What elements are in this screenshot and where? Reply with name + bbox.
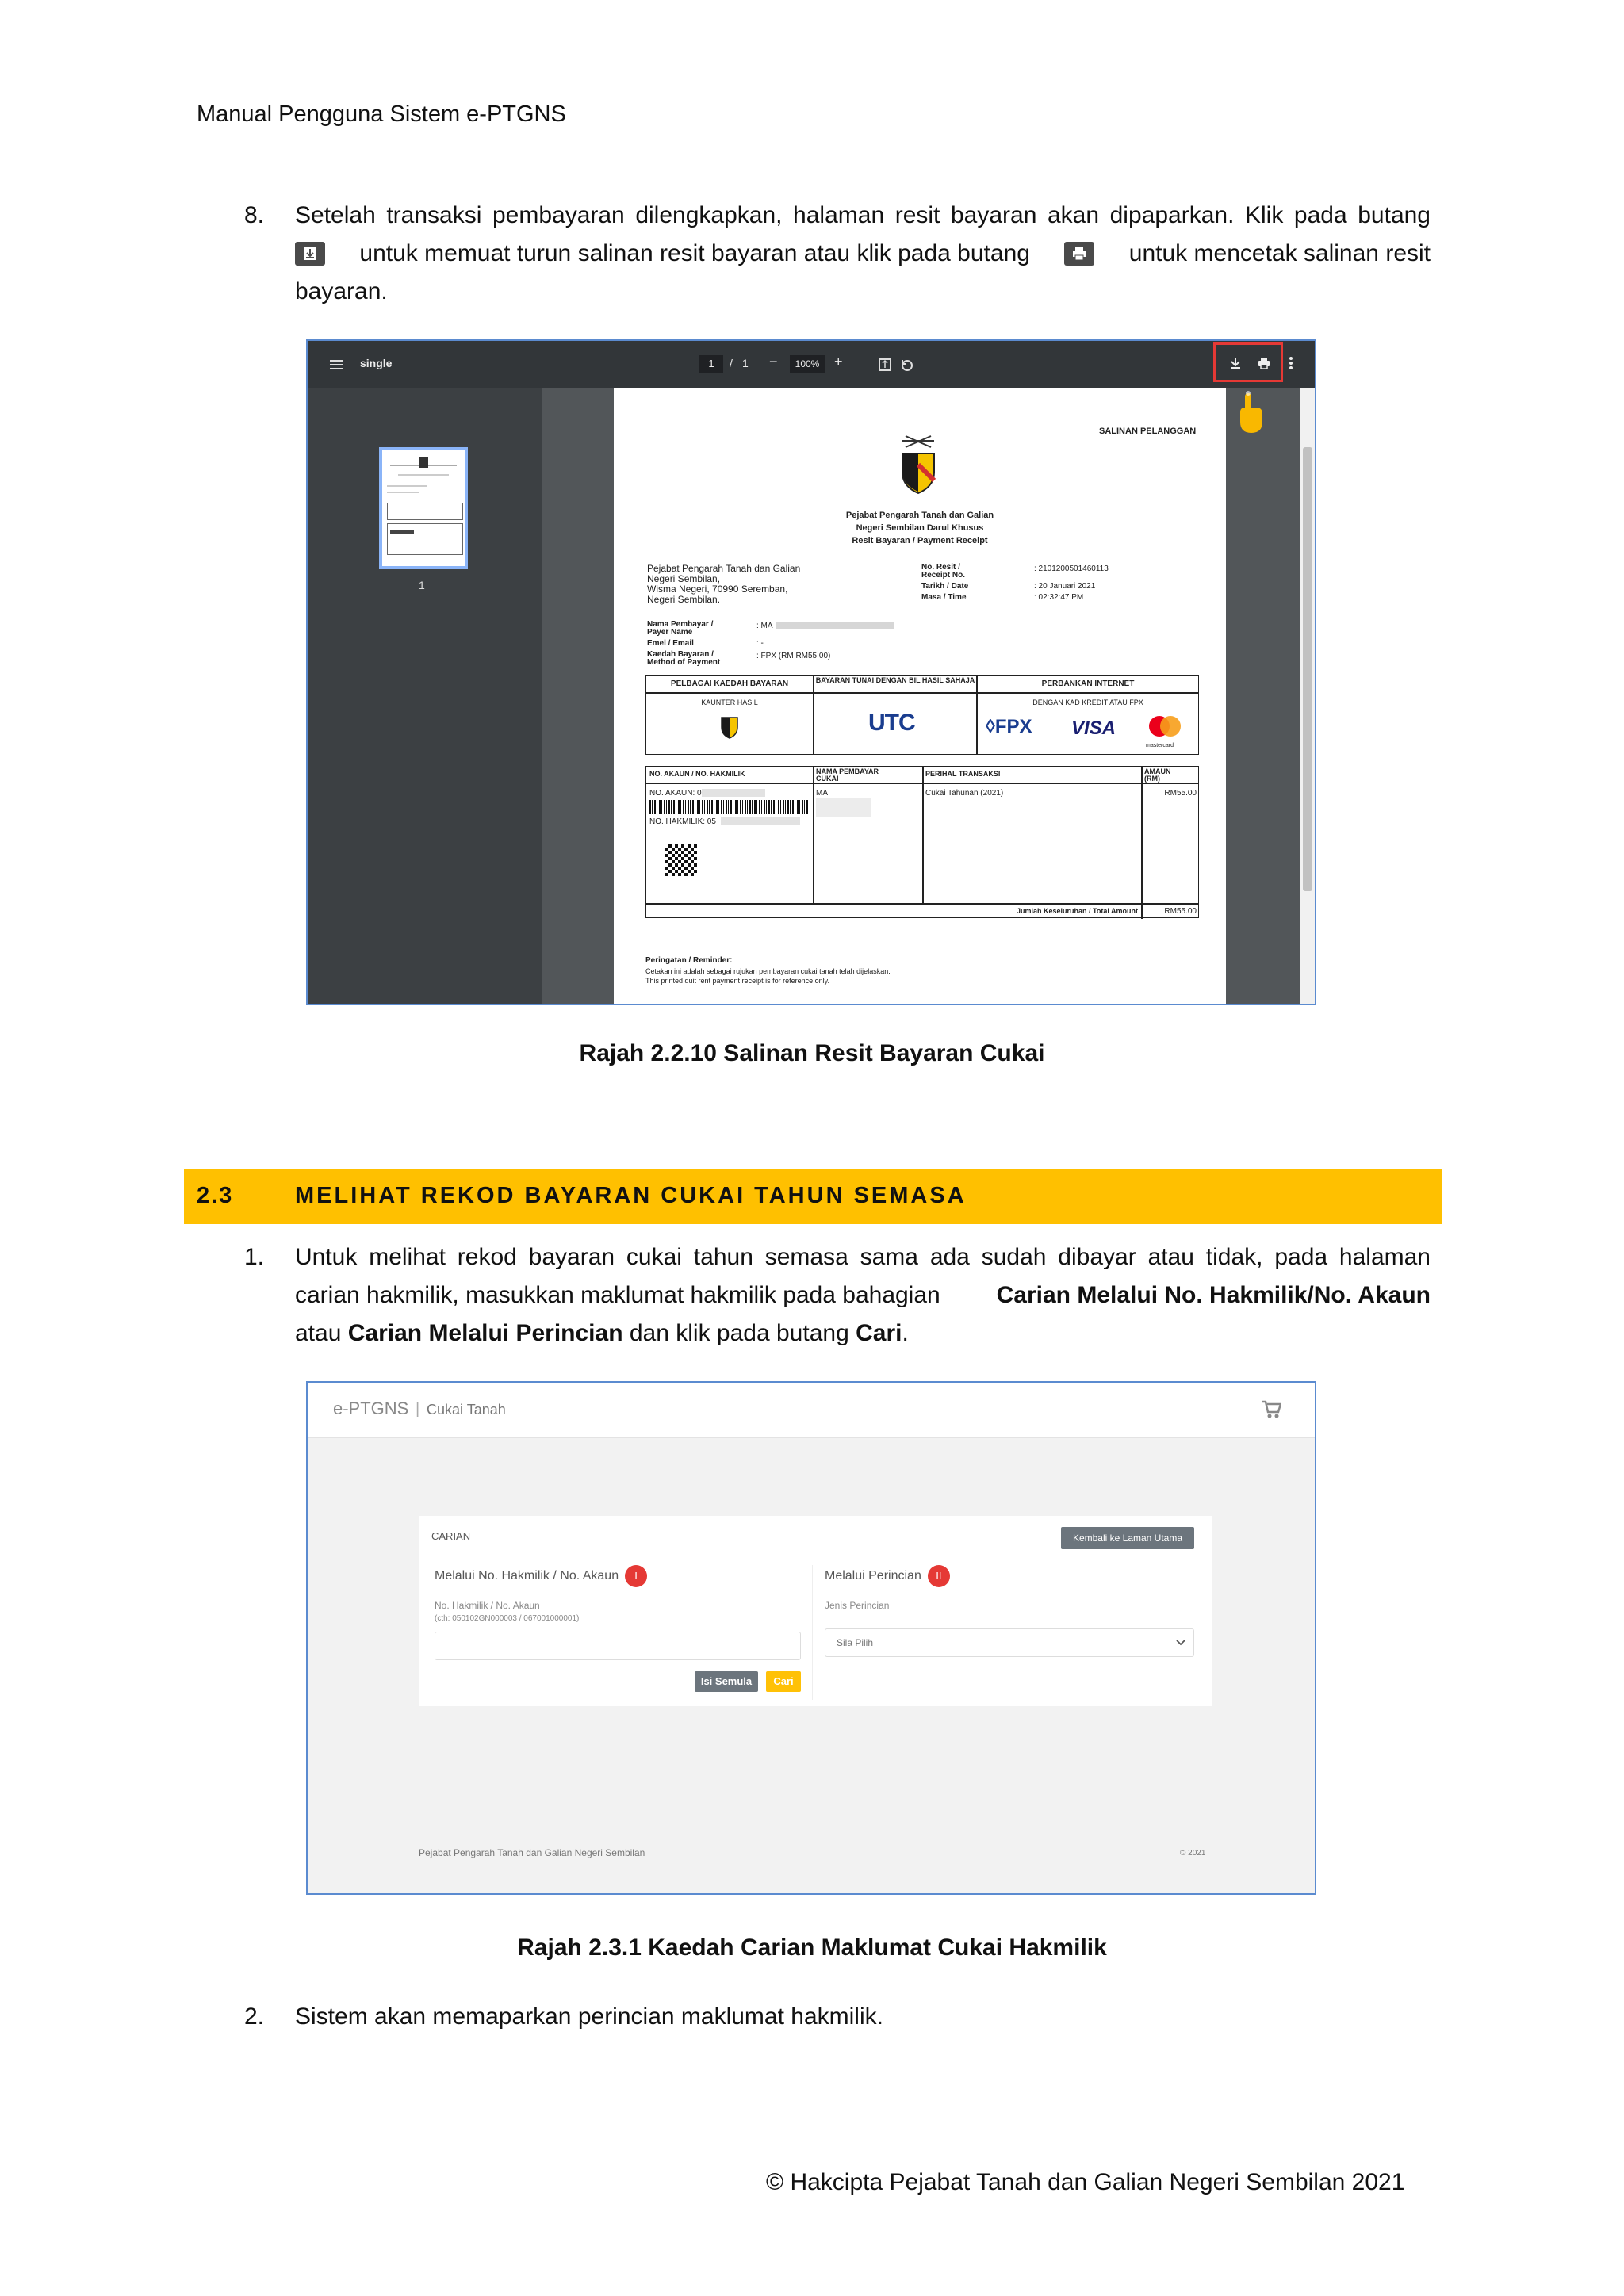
step8-line2b: untuk mencetak salinan resit <box>1128 240 1431 266</box>
receipt-time-value: : 02:32:47 PM <box>1034 593 1084 602</box>
step1-line3 <box>295 1314 1431 1353</box>
tx-header4a: AMAUN <box>1144 767 1171 775</box>
figure1-caption: Rajah 2.2.10 Salinan Resit Bayaran Cukai <box>579 1040 1045 1066</box>
left-section-title <box>435 1565 647 1587</box>
visa-logo: VISA <box>1071 718 1116 739</box>
account-hint: (cth: 050102GN000003 / 067001000001) <box>435 1614 580 1623</box>
pointing-hand-icon <box>1234 388 1266 436</box>
right-section-label: Melalui Perincian <box>825 1569 921 1583</box>
receipt-date-value: : 20 Januari 2021 <box>1034 582 1096 591</box>
fpx-logo: ◊FPX <box>986 716 1032 737</box>
reset-button[interactable]: Isi Semula <box>695 1671 758 1692</box>
kaunter-crest-icon <box>719 713 740 741</box>
hakmilik-value: NO. HAKMILIK: 05 <box>649 817 716 826</box>
tx-header4b: (RM) <box>1144 775 1160 783</box>
methods-header2: BAYARAN TUNAI DENGAN BIL HASIL SAHAJA <box>815 676 975 684</box>
detail-type-select[interactable] <box>825 1628 1194 1657</box>
highlight-box <box>1213 342 1283 382</box>
qr-code <box>665 844 697 876</box>
tx-header2a: NAMA PEMBAYAR <box>816 767 879 775</box>
step1-line2b: Carian Melalui No. Hakmilik/No. Akaun <box>996 1282 1431 1308</box>
method-value: : FPX (RM RM55.00) <box>756 652 831 660</box>
method-label-en: Method of Payment <box>647 658 721 667</box>
state-crest-icon <box>896 433 940 496</box>
receipt-address1: Pejabat Pengarah Tanah dan Galian <box>647 563 801 574</box>
print-icon[interactable] <box>1256 355 1272 371</box>
section-title: MELIHAT REKOD BAYARAN CUKAI TAHUN SEMASA <box>295 1183 967 1208</box>
step8-line2a: untuk memuat turun salinan resit bayaran atau klik pada butang <box>359 240 1030 266</box>
step8-line2 <box>295 235 1431 273</box>
mastercard-text: mastercard <box>1146 743 1174 748</box>
tx-header1: NO. AKAUN / NO. HAKMILIK <box>649 770 745 778</box>
print-button-icon <box>1064 242 1094 266</box>
left-section-label: Melalui No. Hakmilik / No. Akaun <box>435 1569 619 1583</box>
step1-line2 <box>295 1276 1431 1314</box>
menu-icon[interactable] <box>328 357 344 373</box>
methods-sub1: KAUNTER HASIL <box>701 698 758 706</box>
account-input[interactable] <box>435 1632 801 1660</box>
select-value: Sila Pilih <box>837 1637 874 1648</box>
receipt-copy-label: SALINAN PELANGGAN <box>1099 427 1197 436</box>
step1-line3b: Carian Melalui Perincian <box>347 1320 623 1346</box>
step-number: 8. <box>244 202 265 228</box>
receipt-time-label: Masa / Time <box>921 593 967 602</box>
viewer-toolbar <box>308 341 1315 388</box>
blurred-name <box>776 622 894 629</box>
email-label: Emel / Email <box>647 639 694 648</box>
section-number: 2.3 <box>197 1183 234 1208</box>
footer-office: Pejabat Pengarah Tanah dan Galian Negeri Sembilan <box>419 1847 645 1858</box>
thumbnail-page-number: 1 <box>419 579 425 591</box>
step8-paragraph <box>295 197 1431 311</box>
receipt-date-label: Tarikh / Date <box>921 582 969 591</box>
brand-name[interactable]: e-PTGNS <box>333 1399 409 1418</box>
receipt-office3: Resit Bayaran / Payment Receipt <box>852 536 988 545</box>
utc-logo: UTC <box>868 710 915 736</box>
download-button-icon <box>295 242 325 266</box>
fit-page-icon[interactable] <box>877 357 893 373</box>
step8-line1: Setelah transaksi pembayaran dilengkapkan, halaman resit bayaran akan dipaparkan. Klik pada butang <box>295 202 1431 228</box>
description-cell: Cukai Tahunan (2021) <box>925 789 1004 798</box>
step1-line3e: . <box>902 1320 909 1346</box>
search-button[interactable]: Cari <box>766 1671 801 1692</box>
zoom-in-button[interactable]: + <box>834 354 843 369</box>
pdf-viewer-screenshot <box>306 339 1316 1005</box>
methods-header3: PERBANKAN INTERNET <box>1041 679 1135 688</box>
methods-header1: PELBAGAI KAEDAH BAYARAN <box>670 679 789 688</box>
step1-line3d: Cari <box>856 1320 902 1346</box>
page-number-input[interactable]: 1 <box>699 355 723 373</box>
page-thumbnail[interactable] <box>379 447 468 569</box>
reminder-line1: Cetakan ini adalah sebagai rujukan pembayaran cukai tanah telah dijelaskan. <box>645 967 891 975</box>
figure2-caption: Rajah 2.3.1 Kaedah Carian Maklumat Cukai Hakmilik <box>517 1934 1107 1961</box>
payer-cell: MA <box>816 789 828 798</box>
zoom-input[interactable]: 100% <box>790 355 825 373</box>
account-value: NO. AKAUN: 0 <box>649 789 702 798</box>
badge-one: I <box>625 1565 647 1587</box>
step1-line3c: dan klik pada butang <box>629 1320 849 1346</box>
methods-sub3: DENGAN KAD KREDIT ATAU FPX <box>1032 698 1143 706</box>
blurred-account <box>702 789 765 797</box>
detail-type-label: Jenis Perincian <box>825 1600 890 1611</box>
email-value: : - <box>756 639 764 648</box>
chevron-down-icon <box>1176 1639 1185 1647</box>
step1-line1: Untuk melihat rekod bayaran cukai tahun semasa sama ada sudah dibayar atau tidak, pada halaman <box>295 1244 1431 1270</box>
payer-value: : MA <box>756 622 773 630</box>
account-label: No. Hakmilik / No. Akaun <box>435 1600 540 1611</box>
viewer-filename: single <box>360 357 393 369</box>
receipt-address4: Negeri Sembilan. <box>647 594 721 605</box>
scrollbar-thumb[interactable] <box>1303 447 1312 891</box>
receipt-no-label: No. Resit / <box>921 563 960 572</box>
web-search-screenshot <box>306 1381 1316 1895</box>
rotate-icon[interactable] <box>899 357 915 373</box>
page-separator: / <box>730 357 733 369</box>
payment-methods-table <box>645 675 1199 755</box>
transactions-table <box>645 766 1199 918</box>
reminder-line2: This printed quit rent payment receipt is for reference only. <box>645 977 829 985</box>
thumbnail-sidebar <box>308 388 542 1005</box>
brand-subtitle: Cukai Tanah <box>427 1402 506 1418</box>
search-card <box>419 1516 1212 1706</box>
total-value: RM55.00 <box>1164 907 1197 916</box>
mastercard-logo-icon <box>1146 714 1184 738</box>
receipt-address2: Negeri Sembilan, <box>647 573 721 584</box>
badge-two: II <box>928 1565 950 1587</box>
web-navbar <box>308 1383 1315 1438</box>
receipt-address3: Wisma Negeri, 70990 Seremban, <box>647 584 788 595</box>
receipt-no-label-en: Receipt No. <box>921 571 966 580</box>
step2-text: Sistem akan memaparkan perincian maklumat hakmilik. <box>295 2003 883 2030</box>
payer-label-en: Payer Name <box>647 628 693 637</box>
footer-copyright: © 2021 <box>1180 1849 1206 1858</box>
viewer-scrollbar[interactable] <box>1300 388 1315 1005</box>
total-label: Jumlah Keseluruhan / Total Amount <box>1016 907 1138 915</box>
step1-line2a: carian hakmilik, masukkan maklumat hakmilik pada bahagian <box>295 1282 940 1308</box>
receipt-office2: Negeri Sembilan Darul Khusus <box>856 523 984 533</box>
step-number: 1. <box>244 1244 265 1270</box>
payer-label: Nama Pembayar / <box>647 620 714 629</box>
page-footer-copyright: © Hakcipta Pejabat Tanah dan Galian Negeri Sembilan 2021 <box>766 2169 1405 2195</box>
page-total: 1 <box>742 357 749 369</box>
download-icon[interactable] <box>1228 355 1243 371</box>
tx-header2b: CUKAI <box>816 775 839 783</box>
method-label: Kaedah Bayaran / <box>647 650 714 659</box>
receipt-office1: Pejabat Pengarah Tanah dan Galian <box>845 511 994 520</box>
step8-line3: bayaran. <box>295 278 388 304</box>
blurred-payer <box>816 798 871 817</box>
step-number: 2. <box>244 2003 265 2030</box>
page-header: Manual Pengguna Sistem e-PTGNS <box>197 101 566 127</box>
more-vert-icon[interactable] <box>1286 355 1296 371</box>
step1-paragraph <box>295 1238 1431 1353</box>
tx-header3: PERIHAL TRANSAKSI <box>925 770 1001 778</box>
back-home-button[interactable]: Kembali ke Laman Utama <box>1061 1527 1194 1549</box>
section-heading-bar <box>184 1169 1442 1224</box>
brand-separator: | <box>416 1400 420 1418</box>
reminder-title: Peringatan / Reminder: <box>645 956 733 965</box>
fpx-text: FPX <box>994 716 1032 737</box>
barcode <box>649 800 808 814</box>
card-title: CARIAN <box>431 1530 471 1542</box>
amount-cell: RM55.00 <box>1164 789 1197 798</box>
right-section-title <box>825 1565 950 1587</box>
receipt-no-value: : 2101200501460113 <box>1034 564 1109 573</box>
cart-icon[interactable] <box>1261 1400 1281 1419</box>
step1-line3a: atau <box>295 1320 342 1346</box>
zoom-out-button[interactable]: − <box>769 354 778 369</box>
blurred-hakmilik <box>721 817 800 825</box>
receipt-page <box>614 388 1226 1005</box>
